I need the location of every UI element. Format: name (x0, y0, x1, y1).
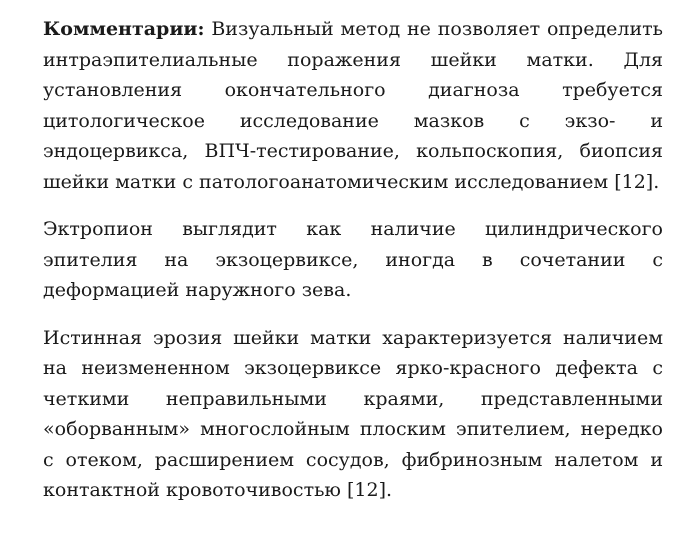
paragraph-true-erosion: Истинная эрозия шейки матки характеризуется наличием на неизмененном экзоцервиксе ярко-красного дефекта с четкими неправильными краями, представленными «оборванным» многослойным плоским эпителием, нередко с отеком, расширением сосудов, фибринозным налетом и контактной кровоточивостью [12]. (43, 326, 663, 501)
document-body (43, 14, 663, 523)
comments-text: Визуальный метод не позволяет определить интраэпителиальные поражения шейки матки. Для установления окончательного диагноза требуется цитологическое исследование мазков с экзо- и эндоцервикса, ВПЧ-тестирование, кольпоскопия, биопсия шейки матки с патологоанатомическим исследованием [12]. (43, 18, 663, 193)
comments-label: Комментарии: (43, 18, 205, 40)
paragraph-comments (43, 14, 663, 197)
paragraph-ectropion: Эктропион выглядит как наличие цилиндрического эпителия на экзоцервиксе, иногда в сочетании с деформацией наружного зева. (43, 218, 663, 301)
